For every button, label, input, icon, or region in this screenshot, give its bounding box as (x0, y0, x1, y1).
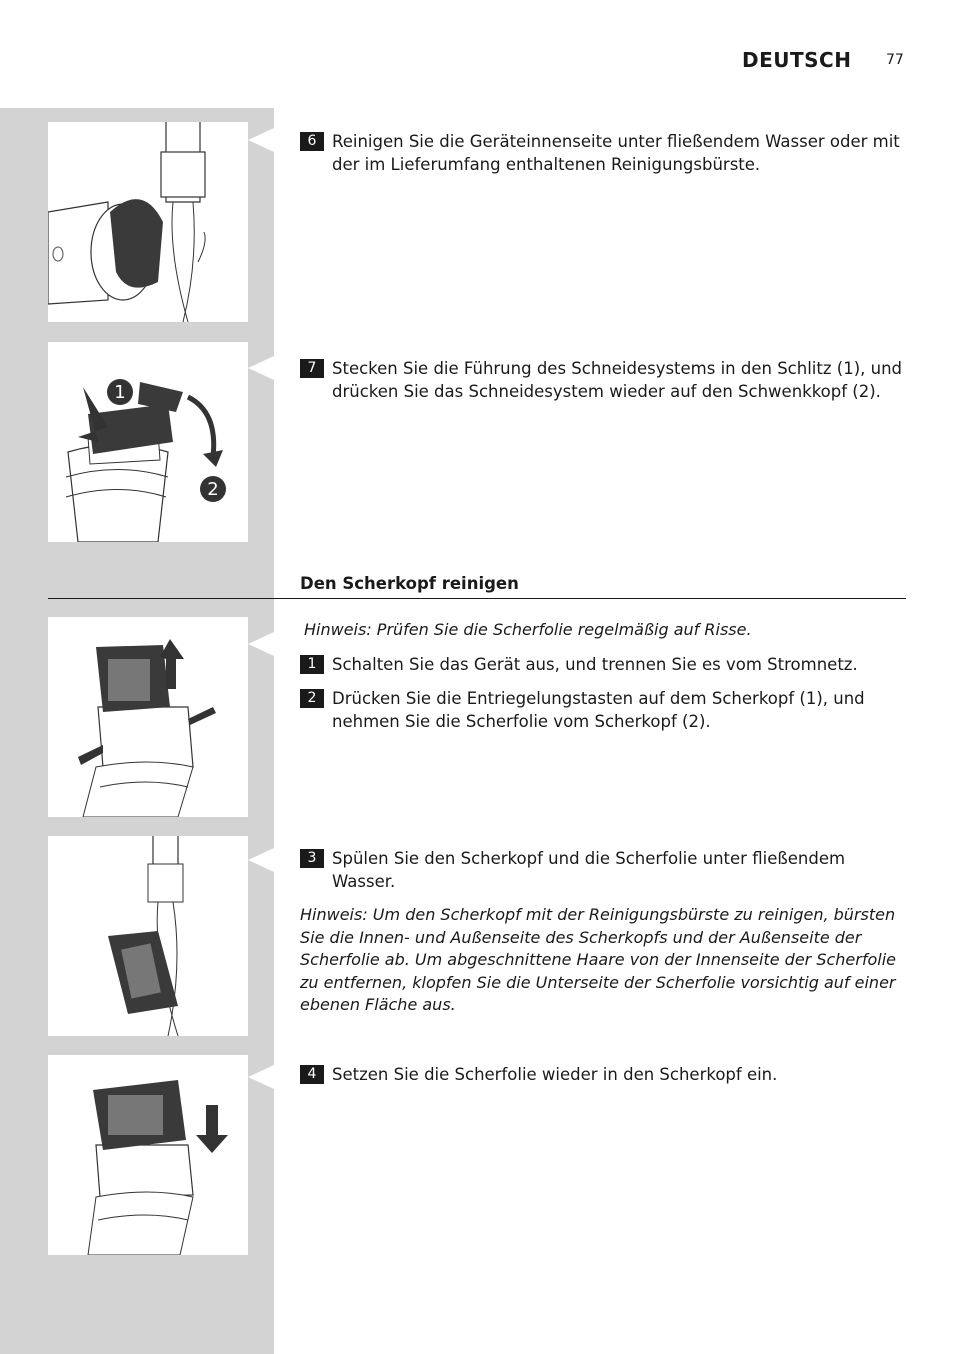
section-title: Den Scherkopf reinigen (300, 574, 519, 593)
figure-notch (248, 128, 274, 152)
figure-notch (248, 356, 274, 380)
step-text: Spülen Sie den Scherkopf und die Scherfolie unter fließendem Wasser. (332, 849, 846, 891)
step-number-badge: 6 (300, 132, 324, 151)
callout-2: 2 (207, 479, 219, 500)
figure-attach-cutting-unit (48, 342, 248, 542)
figure-notch (248, 848, 274, 872)
step-6 (300, 130, 910, 176)
section-divider (48, 598, 906, 599)
header-language: DEUTSCH (742, 48, 852, 72)
figure-rinse-shaving-head (48, 836, 248, 1036)
figure-reinsert-foil (48, 1055, 248, 1255)
step-number-badge: 1 (300, 655, 324, 674)
step-number-badge: 3 (300, 849, 324, 868)
step-text: Setzen Sie die Scherfolie wieder in den Scherkopf ein. (332, 1065, 778, 1084)
note-brush-cleaning: Hinweis: Um den Scherkopf mit der Reinigungsbürste zu reinigen, bürsten Sie die Innen- und Außenseite des Scherkopfs und der Außenseite der Scherfolie ab. Um abgeschnittene Haare von der Innenseite der Scherfolie zu entfernen, klopfen Sie die Unterseite der Scherfolie vorsichtig auf einer ebenen Fläche aus. (300, 905, 896, 1014)
step-number-badge: 2 (300, 689, 324, 708)
step-text: Drücken Sie die Entriegelungstasten auf dem Scherkopf (1), und nehmen Sie die Scherfolie vom Scherkopf (2). (332, 689, 865, 731)
step-4 (300, 1063, 910, 1086)
page-number: 77 (886, 52, 904, 68)
step-7 (300, 357, 910, 403)
figure-notch (248, 632, 274, 656)
figure-notch (248, 1065, 274, 1089)
step-1 (300, 653, 910, 676)
figure-trimmer-rinsing (48, 122, 248, 322)
step-3 (300, 847, 910, 893)
note-check-foil: Hinweis: Prüfen Sie die Scherfolie regelmäßig auf Risse. (304, 620, 752, 639)
step-number-badge: 4 (300, 1065, 324, 1084)
step-text: Stecken Sie die Führung des Schneidesystems in den Schlitz (1), und drücken Sie das Schneidesystem wieder auf den Schwenkkopf (2). (332, 359, 903, 401)
step-text: Reinigen Sie die Geräteinnenseite unter fließendem Wasser oder mit der im Lieferumfang enthaltenen Reinigungsbürste. (332, 132, 900, 174)
step-number-badge: 7 (300, 359, 324, 378)
callout-1: 1 (114, 382, 126, 403)
step-text: Schalten Sie das Gerät aus, und trennen Sie es vom Stromnetz. (332, 655, 858, 674)
figure-remove-foil (48, 617, 248, 817)
step-2 (300, 687, 910, 733)
